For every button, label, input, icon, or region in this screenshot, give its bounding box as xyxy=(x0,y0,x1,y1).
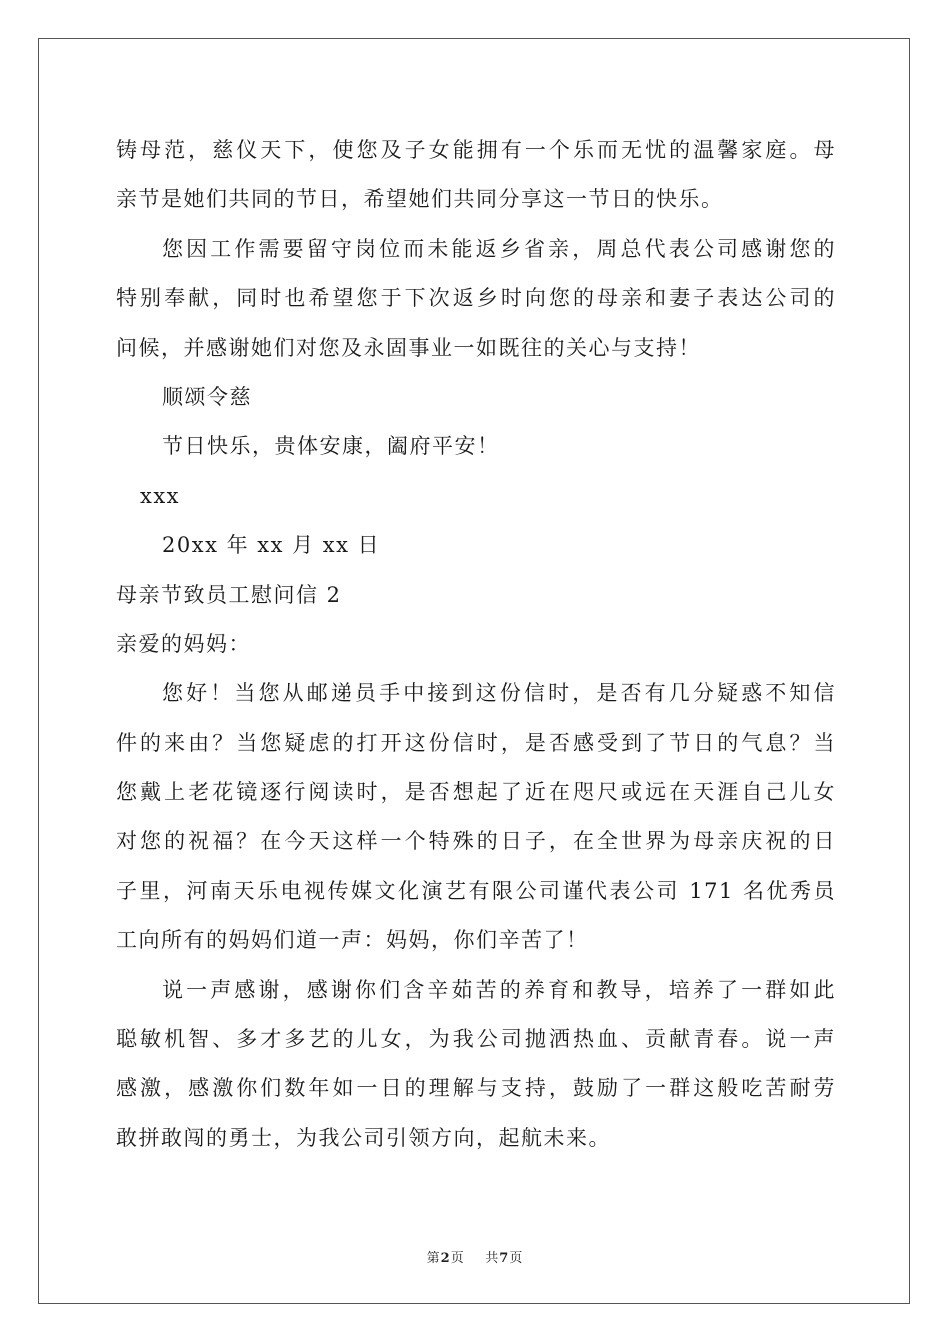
greeting: 亲爱的妈妈： xyxy=(116,631,251,656)
text-line: 敢拼敢闯的勇士，为我公司引领方向，起航未来。 xyxy=(116,1125,611,1150)
page-number: 2 xyxy=(440,1251,451,1266)
text-line: 特别奉献，同时也希望您于下次返乡时向您的母亲和妻子表达公司的 xyxy=(116,286,836,311)
total-pages: 7 xyxy=(499,1251,510,1266)
text-line: 铸母范，慈仪天下，使您及子女能拥有一个乐而无忧的温馨家庭。母 xyxy=(116,138,836,162)
text-line: 问候，并感谢她们对您及永固事业一如既往的关心与支持！ xyxy=(116,335,701,360)
signature: xxx xyxy=(140,483,181,508)
total-prefix: 共 xyxy=(485,1251,500,1266)
date-line: 20xx 年 xx 月 xx 日 xyxy=(162,533,381,558)
text-line: 您戴上老花镜逐行阅读时，是否想起了近在咫尺或远在天涯自己儿女 xyxy=(116,780,836,805)
document-body xyxy=(116,126,836,1163)
text-line: 件的来由？当您疑虑的打开这份信时，是否感受到了节日的气息？当 xyxy=(116,730,836,755)
page-prefix: 第 xyxy=(426,1251,441,1266)
text-line: 亲节是她们共同的节日，希望她们共同分享这一节日的快乐。 xyxy=(116,187,724,212)
page-footer xyxy=(0,1247,950,1266)
text-line: 工向所有的妈妈们道一声：妈妈，你们辛苦了！ xyxy=(116,928,589,953)
text-line: 聪敏机智、多才多艺的儿女，为我公司抛洒热血、贡献青春。说一声 xyxy=(116,1027,836,1052)
text-line: 感激，感激你们数年如一日的理解与支持，鼓励了一群这般吃苦耐劳 xyxy=(116,1076,836,1101)
text-line: 子里，河南天乐电视传媒文化演艺有限公司谨代表公司 171 名优秀员 xyxy=(116,878,836,903)
text-line: 您因工作需要留守岗位而未能返乡省亲，周总代表公司感谢您的 xyxy=(162,236,836,261)
section-title: 母亲节致员工慰问信 2 xyxy=(116,582,342,607)
text-line: 对您的祝福？在今天这样一个特殊的日子，在全世界为母亲庆祝的日 xyxy=(116,829,836,854)
total-suffix: 页 xyxy=(509,1251,524,1266)
text-line: 说一声感谢，感谢你们含辛茹苦的养育和教导，培养了一群如此 xyxy=(162,977,836,1002)
page-suffix: 页 xyxy=(450,1251,465,1266)
text-line: 您好！当您从邮递员手中接到这份信时，是否有几分疑惑不知信 xyxy=(162,681,836,706)
closing-salutation: 顺颂令慈 xyxy=(162,384,252,409)
closing-wishes: 节日快乐，贵体安康，阖府平安！ xyxy=(162,434,500,459)
